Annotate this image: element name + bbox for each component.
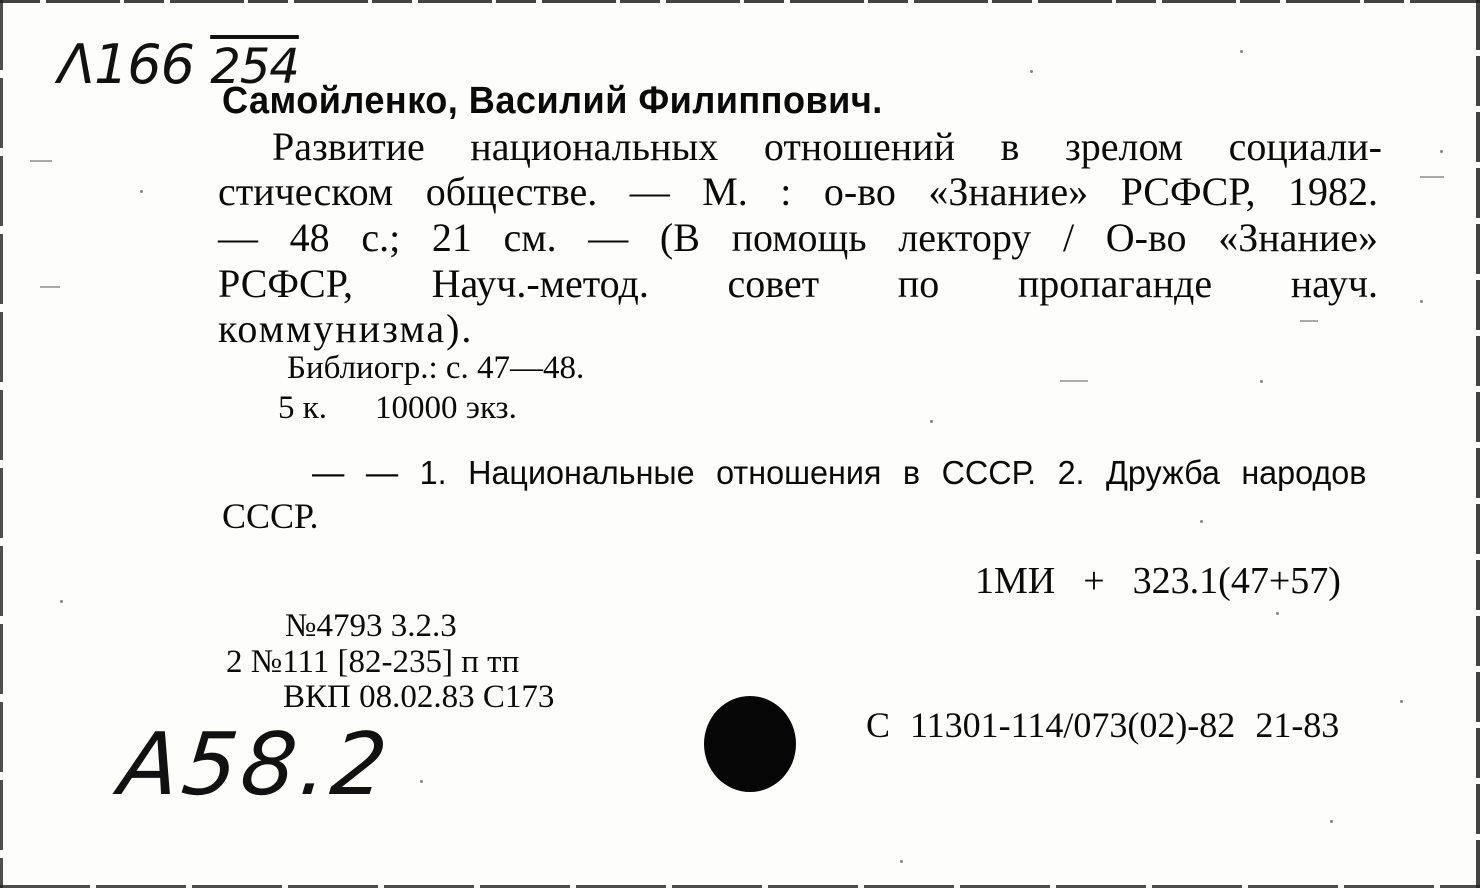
code-letter: С (866, 705, 891, 745)
card-edge-left (0, 0, 3, 888)
scan-dash (1060, 380, 1088, 382)
scan-speck (420, 780, 423, 783)
description-line: — 48 с.; 21 см. — (В помощь лектору / О-во «Знание» (218, 215, 1378, 260)
card-edge-top (0, 0, 1480, 3)
price: 5 к. (278, 390, 328, 426)
scan-speck (1260, 380, 1263, 383)
scan-speck (60, 600, 63, 603)
code-number: 11301-114/073(02)-82 (910, 705, 1236, 745)
scan-dash (40, 286, 60, 288)
scan-speck (140, 190, 143, 193)
service-code: ВКП 08.02.83 С173 (283, 679, 555, 715)
call-number-prefix: Λ166 (58, 33, 195, 96)
scan-dash (1420, 176, 1444, 178)
scan-speck (1276, 612, 1279, 615)
scan-speck (1200, 520, 1203, 523)
description-line: Развитие национальных отношений в зрелом социали- (272, 124, 1382, 169)
scan-speck (900, 860, 903, 863)
service-code: №4793 3.2.3 (285, 608, 457, 644)
code-suffix: 21-83 (1255, 705, 1340, 745)
scan-speck (1420, 300, 1423, 303)
handwritten-shelf-mark: А58.2 (114, 715, 396, 815)
subject-headings-continued: СССР. (222, 496, 319, 536)
punch-hole (704, 696, 796, 792)
print-run: 10000 экз. (375, 390, 517, 426)
scan-speck (1240, 50, 1243, 53)
scan-speck (1330, 820, 1333, 823)
service-code: 2 №111 [82-235] п тп (226, 644, 520, 680)
description-line: коммунизма). (218, 306, 474, 351)
scan-speck (1400, 700, 1403, 703)
classification-right: 323.1(47+57) (1132, 560, 1341, 602)
bibliographic-code (866, 707, 1339, 743)
description-line: РСФСР, Науч.-метод. совет по пропаганде науч. (218, 261, 1378, 306)
card-edge-right (1476, 0, 1480, 888)
classification-left: 1МИ (975, 560, 1056, 602)
scan-speck (1030, 70, 1033, 73)
call-number-number: 254 (210, 39, 299, 95)
subject-headings: — — 1. Национальные отношения в СССР. 2. Дружба народов (312, 454, 1367, 491)
description-line: стическом обществе. — М. : о-во «Знание» РСФСР, 1982. (218, 169, 1378, 214)
bibliography-note: Библиогр.: с. 47—48. (287, 350, 585, 386)
scan-speck (930, 420, 933, 423)
classification-plus: + (1083, 560, 1105, 602)
scan-dash (30, 160, 52, 162)
author-heading: Самойленко, Василий Филиппович. (222, 80, 883, 122)
classification-index (975, 562, 1341, 600)
scan-speck (1440, 150, 1443, 153)
scan-dash (1300, 320, 1318, 322)
price-and-print-run (278, 392, 517, 425)
